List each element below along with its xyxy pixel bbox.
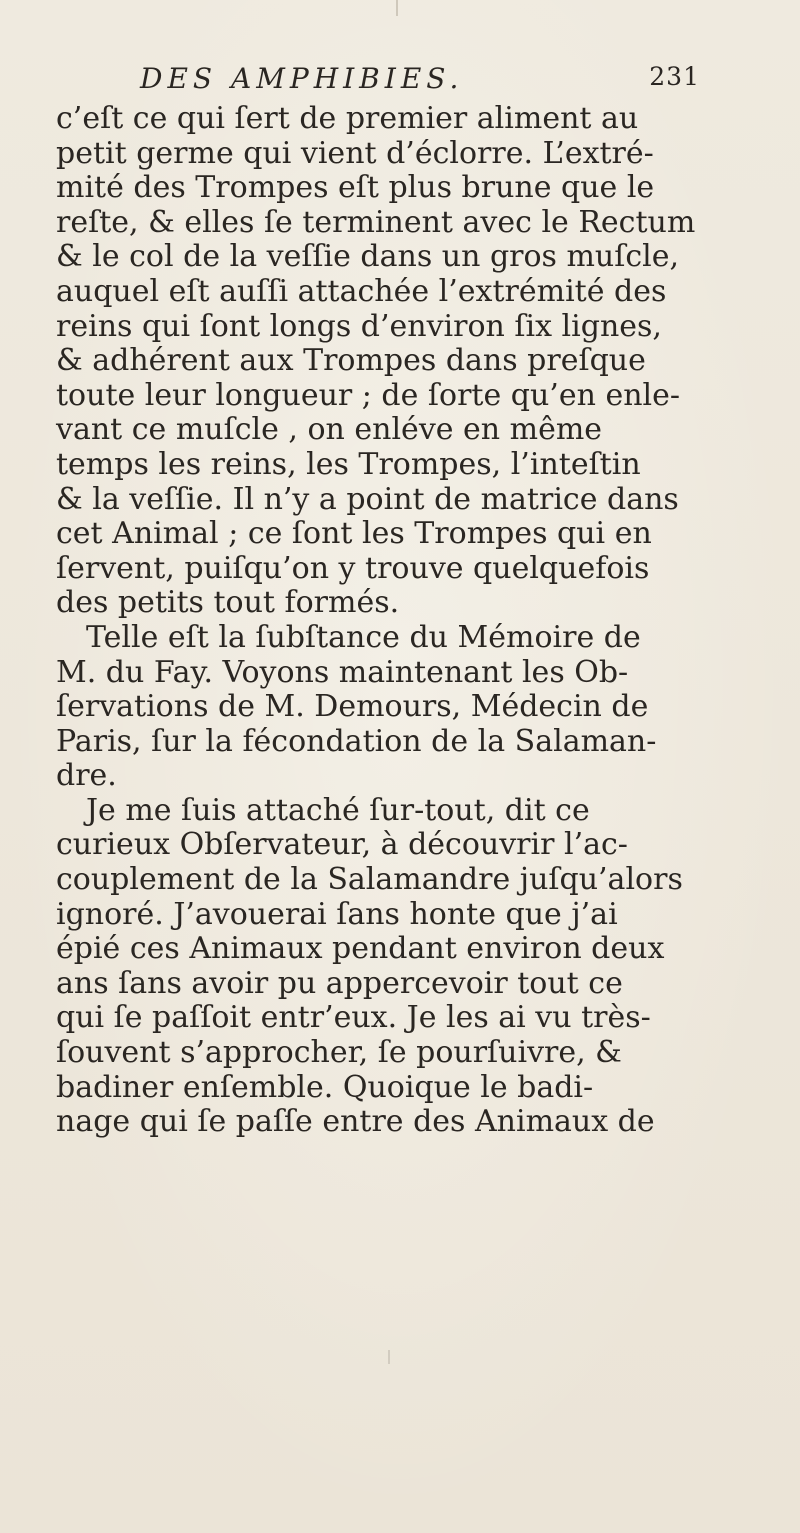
text-line: cet Animal ; ce ſont les Trompes qui en — [56, 516, 652, 552]
text-line: mité des Trompes eſt plus brune que le — [56, 170, 655, 206]
text-line: Je me ſuis attaché ſur-tout, dit ce — [86, 792, 590, 828]
text-line: dre. — [56, 758, 117, 794]
text-line: ans ſans avoir pu appercevoir tout ce — [56, 965, 623, 1001]
paper-mark — [396, 0, 398, 16]
body-text — [56, 102, 746, 1140]
text-line: M. du Fay. Voyons maintenant les Ob- — [56, 654, 629, 690]
text-line: & le col de la veſſie dans un gros muſcle, — [56, 239, 680, 275]
text-line: c’eſt ce qui ſert de premier aliment au — [56, 101, 639, 136]
text-line: épié ces Animaux pendant environ deux — [56, 931, 665, 967]
text-line: ſouvent s’approcher, ſe pourſuivre, & — [56, 1035, 622, 1071]
text-line: Paris, ſur la fécondation de la Salaman- — [56, 723, 657, 759]
text-line: petit germe qui vient d’éclorre. L’extré- — [56, 135, 654, 171]
text-line: auquel eſt auſſi attachée l’extrémité des — [56, 273, 667, 309]
text-line: temps les reins, les Trompes, l’inteſtin — [56, 446, 641, 482]
text-line: ignoré. J’avouerai ſans honte que j’ai — [56, 896, 618, 932]
text-line: Telle eſt la ſubſtance du Mémoire de — [86, 619, 641, 655]
text-line: reins qui ſont longs d’environ ſix lignes, — [56, 308, 662, 344]
text-line: & la veſſie. Il n’y a point de matrice dans — [56, 481, 679, 517]
text-line: des petits tout formés. — [56, 585, 400, 621]
text-line: couplement de la Salamandre juſqu’alors — [56, 862, 683, 898]
page-number: 231 — [649, 62, 700, 91]
text-line: badiner enſemble. Quoique le badi- — [56, 1069, 594, 1105]
text-line: qui ſe paſſoit entr’eux. Je les ai vu très- — [56, 1000, 651, 1036]
text-line: vant ce muſcle , on enléve en même — [56, 412, 603, 448]
text-line: ſervent, puiſqu’on y trouve quelquefois — [56, 550, 650, 586]
text-line: reſte, & elles ſe terminent avec le Rectum — [56, 204, 696, 240]
text-line: curieux Obſervateur, à découvrir l’ac- — [56, 827, 628, 863]
paper-mark — [388, 1350, 390, 1364]
text-line: nage qui ſe paſſe entre des Animaux de — [56, 1104, 655, 1140]
text-line: & adhérent aux Trompes dans preſque — [56, 343, 646, 379]
text-line: toute leur longueur ; de ſorte qu’en enle- — [56, 377, 681, 413]
running-title: DES AMPHIBIES. — [140, 62, 464, 95]
text-line: ſervations de M. Demours, Médecin de — [56, 689, 649, 725]
page-header — [120, 62, 700, 102]
